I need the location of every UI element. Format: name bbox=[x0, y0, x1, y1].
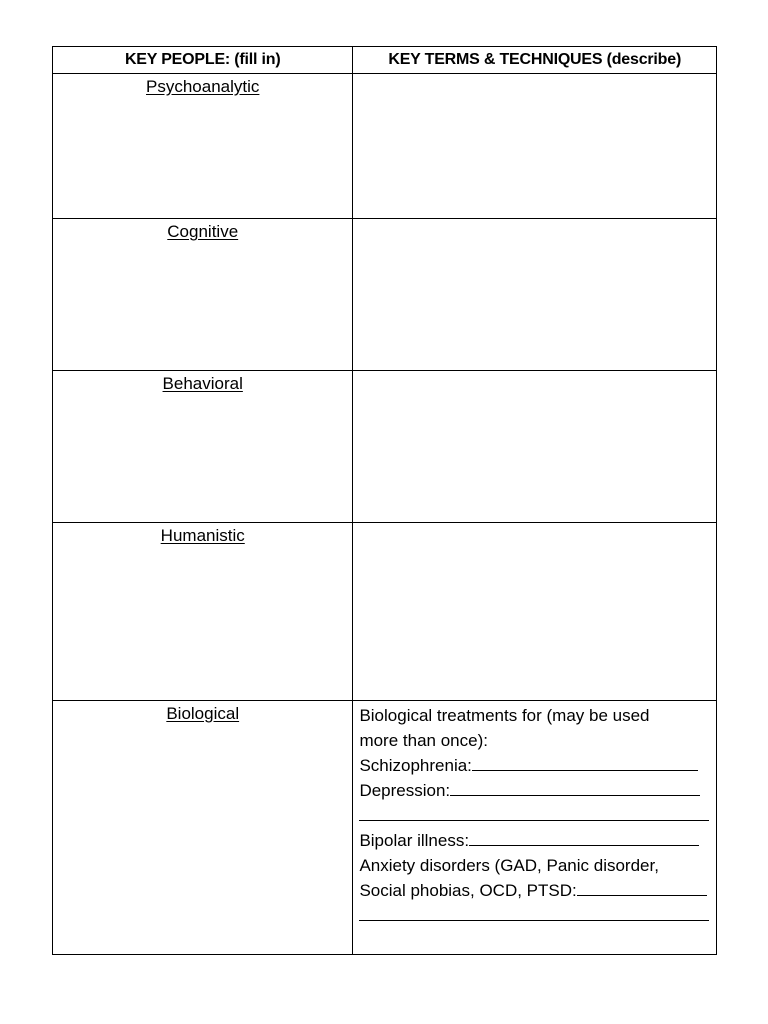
key-terms-header: KEY TERMS & TECHNIQUES (describe) bbox=[353, 47, 717, 74]
anxiety-line-2 bbox=[359, 878, 712, 903]
bio-intro-line-2: more than once): bbox=[359, 731, 488, 750]
table-row bbox=[53, 219, 717, 371]
behavioral-people-cell[interactable] bbox=[53, 371, 353, 523]
table-row bbox=[53, 74, 717, 219]
category-label-psychoanalytic: Psychoanalytic bbox=[146, 77, 260, 96]
category-label-behavioral: Behavioral bbox=[162, 374, 243, 393]
bio-intro-line-1: Biological treatments for (may be used bbox=[359, 706, 650, 725]
depression-continuation-line bbox=[359, 803, 712, 828]
biological-terms-cell[interactable] bbox=[353, 701, 717, 955]
bipolar-line bbox=[359, 828, 712, 853]
cognitive-terms-cell[interactable] bbox=[353, 219, 717, 371]
header-row bbox=[53, 47, 717, 74]
behavioral-terms-cell[interactable] bbox=[353, 371, 717, 523]
depression-label: Depression: bbox=[359, 781, 451, 800]
biological-people-cell[interactable] bbox=[53, 701, 353, 955]
psychoanalytic-terms-cell[interactable] bbox=[353, 74, 717, 219]
table-row bbox=[53, 371, 717, 523]
anxiety-label: Social phobias, OCD, PTSD: bbox=[359, 881, 577, 900]
depression-blank-2[interactable] bbox=[359, 803, 709, 821]
key-people-header: KEY PEOPLE: (fill in) bbox=[53, 47, 353, 74]
depression-line bbox=[359, 778, 712, 803]
bipolar-blank[interactable] bbox=[469, 828, 699, 846]
anxiety-continuation-line bbox=[359, 903, 712, 928]
depression-blank[interactable] bbox=[450, 778, 700, 796]
category-label-humanistic: Humanistic bbox=[160, 526, 245, 545]
schizophrenia-label: Schizophrenia: bbox=[359, 756, 472, 775]
anxiety-line-1: Anxiety disorders (GAD, Panic disorder, bbox=[359, 856, 659, 875]
anxiety-blank[interactable] bbox=[577, 878, 707, 896]
bipolar-label: Bipolar illness: bbox=[359, 831, 470, 850]
schizophrenia-blank[interactable] bbox=[472, 753, 698, 771]
humanistic-people-cell[interactable] bbox=[53, 523, 353, 701]
worksheet-table bbox=[52, 46, 717, 955]
category-label-cognitive: Cognitive bbox=[167, 222, 239, 241]
table-row bbox=[53, 701, 717, 955]
humanistic-terms-cell[interactable] bbox=[353, 523, 717, 701]
cognitive-people-cell[interactable] bbox=[53, 219, 353, 371]
psychoanalytic-people-cell[interactable] bbox=[53, 74, 353, 219]
anxiety-blank-2[interactable] bbox=[359, 903, 709, 921]
schizophrenia-line bbox=[359, 753, 712, 778]
category-label-biological: Biological bbox=[166, 704, 240, 723]
table-row bbox=[53, 523, 717, 701]
biological-treatment-notes bbox=[353, 701, 716, 928]
